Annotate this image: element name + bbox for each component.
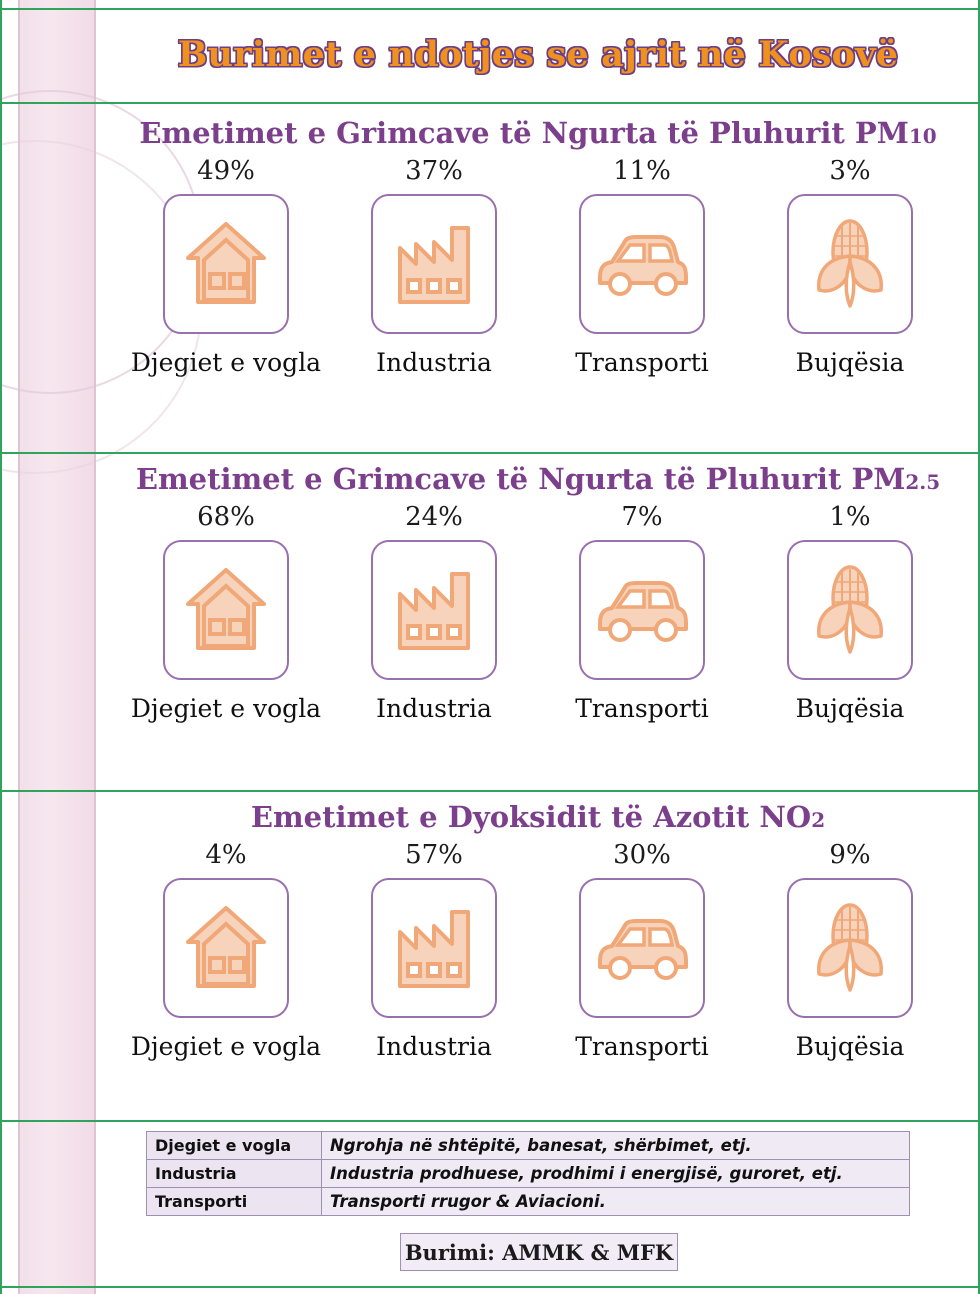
item-bujqesia-pm25	[750, 502, 950, 723]
icon-box-car	[579, 540, 705, 680]
section-pm10-title	[96, 116, 980, 150]
value-industria-pm25: 24%	[405, 502, 463, 532]
table-row	[147, 1132, 910, 1160]
factory-icon	[390, 218, 478, 310]
label-industria-pm25: Industria	[376, 694, 492, 723]
value-bujqesia-pm10: 3%	[829, 156, 871, 186]
corn-icon	[809, 562, 891, 658]
section-pm10	[96, 116, 980, 377]
item-bujqesia-pm10	[750, 156, 950, 377]
label-djegiet-no2: Djegiet e vogla	[130, 1032, 322, 1061]
house-icon	[182, 564, 270, 656]
icon-box-house	[163, 540, 289, 680]
infographic-sheet	[96, 0, 980, 1294]
label-transporti-pm10: Transporti	[575, 348, 709, 377]
guide-vert-left	[0, 0, 2, 1294]
label-bujqesia-pm25: Bujqësia	[795, 694, 905, 723]
label-industria-no2: Industria	[376, 1032, 492, 1061]
section-no2-row	[96, 840, 980, 1061]
icon-box-car	[579, 878, 705, 1018]
icon-box-corn	[787, 878, 913, 1018]
page-title: Burimet e ndotjes se ajrit në Kosovë	[177, 33, 899, 75]
item-bujqesia-no2	[750, 840, 950, 1061]
label-transporti-no2: Transporti	[575, 1032, 709, 1061]
value-transporti-pm25: 7%	[621, 502, 663, 532]
label-djegiet-pm10: Djegiet e vogla	[130, 348, 322, 377]
label-transporti-pm25: Transporti	[575, 694, 709, 723]
section-pm25	[96, 462, 980, 723]
value-djegiet-pm10: 49%	[197, 156, 255, 186]
item-djegiet-pm10	[126, 156, 326, 377]
icon-box-factory	[371, 540, 497, 680]
factory-icon	[390, 564, 478, 656]
value-bujqesia-pm25: 1%	[829, 502, 871, 532]
decorative-left-band	[18, 0, 96, 1294]
value-bujqesia-no2: 9%	[829, 840, 871, 870]
section-pm25-title-sub: 2.5	[905, 470, 941, 494]
item-industria-pm25	[334, 502, 534, 723]
section-pm25-title	[96, 462, 980, 496]
value-djegiet-pm25: 68%	[197, 502, 255, 532]
legend-def-2: Industria prodhuese, prodhimi i energjisë, guroret, etj.	[322, 1160, 910, 1188]
corn-icon	[809, 900, 891, 996]
icon-box-house	[163, 878, 289, 1018]
car-icon	[594, 913, 690, 983]
value-industria-pm10: 37%	[405, 156, 463, 186]
item-djegiet-pm25	[126, 502, 326, 723]
icon-box-corn	[787, 194, 913, 334]
section-pm10-title-sub: 10	[908, 124, 937, 148]
item-transporti-no2	[542, 840, 742, 1061]
house-icon	[182, 218, 270, 310]
section-pm25-title-main: Emetimet e Grimcave të Ngurta të Pluhurit PM	[135, 462, 906, 496]
legend-def-3: Transporti rrugor & Aviacioni.	[322, 1188, 910, 1216]
legend-term-1: Djegiet e vogla	[147, 1132, 322, 1160]
section-no2-title-main: Emetimet e Dyoksidit të Azotit NO	[250, 800, 812, 834]
icon-box-factory	[371, 878, 497, 1018]
icon-box-corn	[787, 540, 913, 680]
label-bujqesia-pm10: Bujqësia	[795, 348, 905, 377]
table-row	[147, 1160, 910, 1188]
icon-box-house	[163, 194, 289, 334]
legend-term-3: Transporti	[147, 1188, 322, 1216]
legend-table	[146, 1131, 910, 1216]
item-transporti-pm10	[542, 156, 742, 377]
car-icon	[594, 575, 690, 645]
label-djegiet-pm25: Djegiet e vogla	[130, 694, 322, 723]
section-no2-title-sub: 2	[811, 808, 826, 832]
car-icon	[594, 229, 690, 299]
title-band	[96, 8, 980, 100]
section-no2	[96, 800, 980, 1061]
item-djegiet-no2	[126, 840, 326, 1061]
value-transporti-no2: 30%	[613, 840, 671, 870]
icon-box-factory	[371, 194, 497, 334]
legend-def-1: Ngrohja në shtëpitë, banesat, shërbimet, etj.	[322, 1132, 910, 1160]
factory-icon	[390, 902, 478, 994]
table-row	[147, 1188, 910, 1216]
item-transporti-pm25	[542, 502, 742, 723]
item-industria-pm10	[334, 156, 534, 377]
section-pm10-title-main: Emetimet e Grimcave të Ngurta të Pluhurit PM	[139, 116, 909, 150]
band-edge-left	[18, 0, 20, 1294]
legend-term-2: Industria	[147, 1160, 322, 1188]
label-bujqesia-no2: Bujqësia	[795, 1032, 905, 1061]
item-industria-no2	[334, 840, 534, 1061]
house-icon	[182, 902, 270, 994]
value-industria-no2: 57%	[405, 840, 463, 870]
value-transporti-pm10: 11%	[613, 156, 671, 186]
label-industria-pm10: Industria	[376, 348, 492, 377]
source-box: Burimi: AMMK & MFK	[400, 1233, 678, 1271]
icon-box-car	[579, 194, 705, 334]
section-no2-title	[96, 800, 980, 834]
corn-icon	[809, 216, 891, 312]
section-pm25-row	[96, 502, 980, 723]
section-pm10-row	[96, 156, 980, 377]
value-djegiet-no2: 4%	[205, 840, 247, 870]
